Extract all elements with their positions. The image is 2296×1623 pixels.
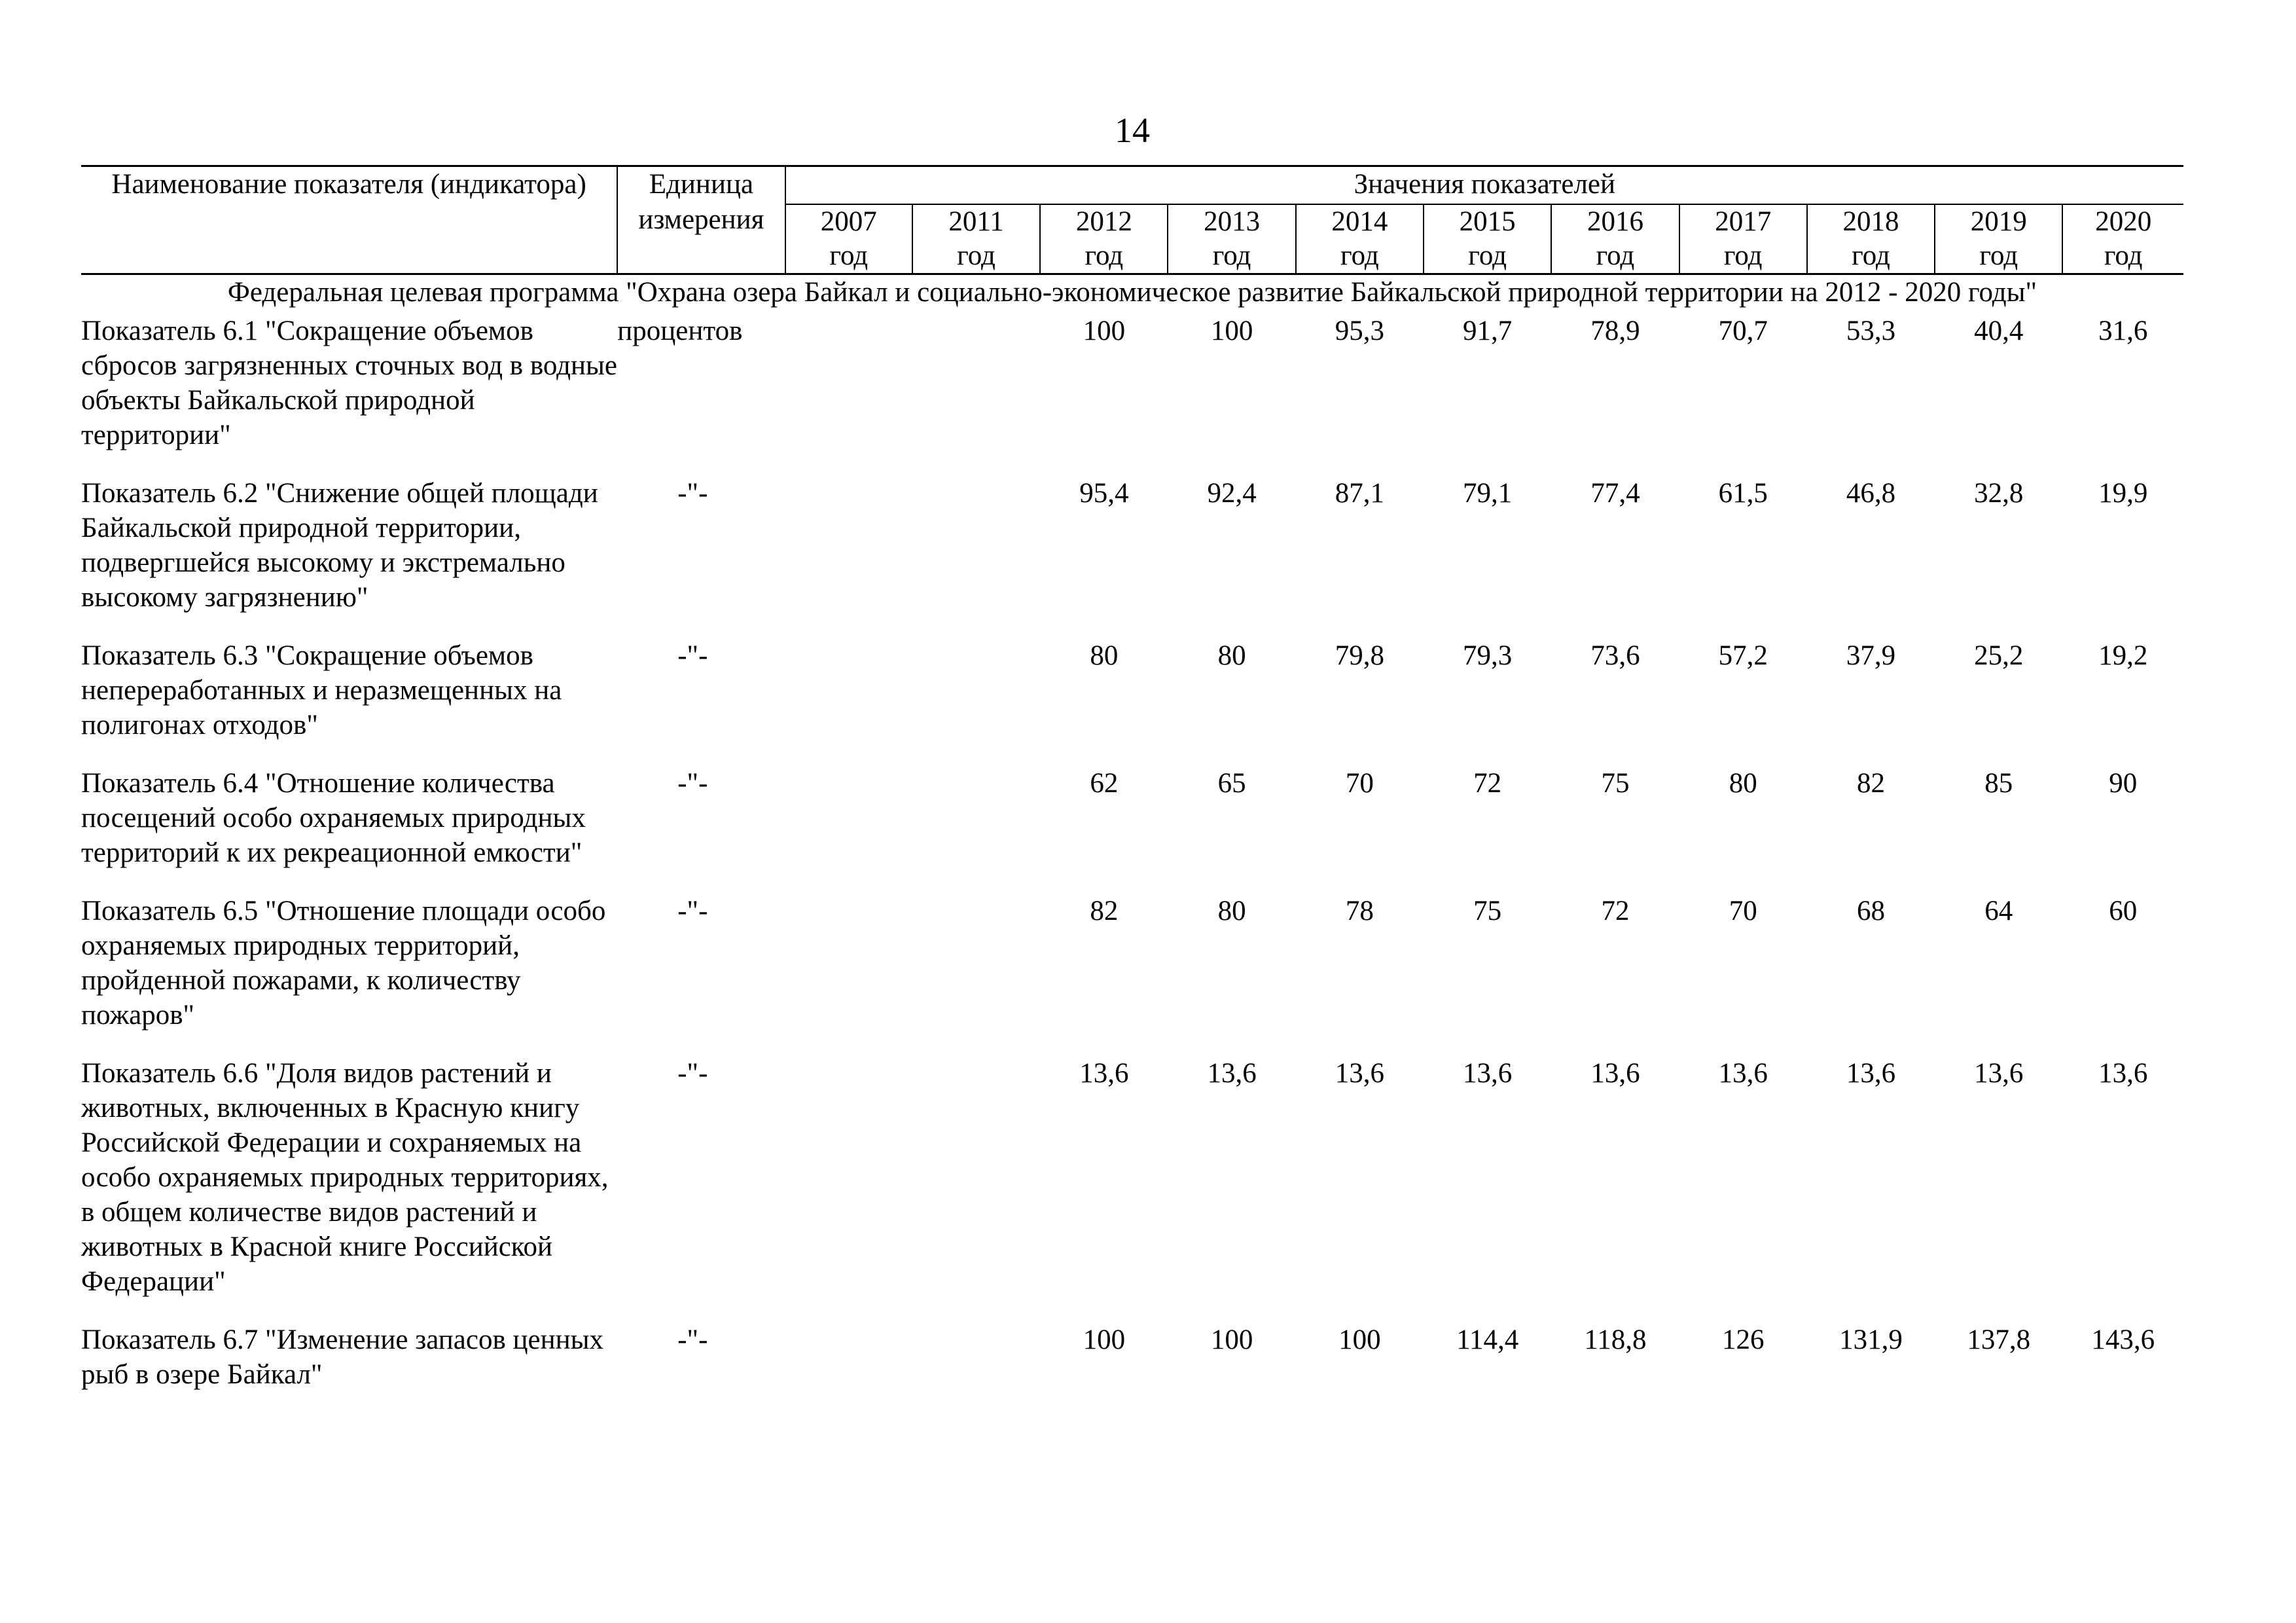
header-year-suffix: год <box>957 240 996 271</box>
indicator-value: 100 <box>1210 1324 1253 1355</box>
indicator-unit: -"- <box>677 640 708 671</box>
indicator-value: 13,6 <box>1079 1058 1129 1089</box>
header-year-suffix: год <box>1723 240 1763 271</box>
header-year-value: 2020 <box>2095 206 2152 237</box>
header-year <box>1424 204 1551 274</box>
indicator-value: 25,2 <box>1974 640 2024 671</box>
indicator-value: 92,4 <box>1207 478 1257 509</box>
indicator-value <box>785 634 912 762</box>
table-row <box>81 310 2183 472</box>
header-year <box>1935 204 2062 274</box>
header-indicator-name: Наименование показателя (индикатора) <box>81 166 617 274</box>
indicator-value: 80 <box>1217 640 1246 671</box>
indicator-value: 53,3 <box>1846 316 1896 346</box>
indicator-value: 13,6 <box>1846 1058 1896 1089</box>
header-year-value: 2019 <box>1970 206 2027 237</box>
indicator-value: 143,6 <box>2091 1324 2155 1355</box>
indicator-value: 95,3 <box>1335 316 1384 346</box>
indicator-value: 32,8 <box>1974 478 2024 509</box>
table-header <box>81 166 2183 274</box>
header-year-value: 2012 <box>1075 206 1132 237</box>
header-year-value: 2011 <box>948 206 1004 237</box>
indicator-value <box>912 1319 1040 1412</box>
indicator-value: 114,4 <box>1456 1324 1519 1355</box>
indicator-value: 131,9 <box>1839 1324 1903 1355</box>
table-row <box>81 1319 2183 1412</box>
indicator-name: Показатель 6.2 "Снижение общей площади Байкальской природной территории, подвергшейся высокому и экстремально высокому загрязнению" <box>81 478 598 613</box>
indicator-value: 73,6 <box>1590 640 1640 671</box>
indicator-value: 13,6 <box>1207 1058 1257 1089</box>
indicator-value: 72 <box>1473 768 1502 799</box>
indicator-value: 57,2 <box>1718 640 1768 671</box>
header-year-suffix: год <box>1979 240 2018 271</box>
indicator-value: 118,8 <box>1584 1324 1647 1355</box>
indicator-value: 31,6 <box>2098 316 2148 346</box>
indicator-value <box>785 890 912 1052</box>
indicator-value: 82 <box>1857 768 1885 799</box>
header-year-value: 2014 <box>1331 206 1388 237</box>
header-year <box>1551 204 1679 274</box>
program-title-row <box>81 274 2183 310</box>
indicator-value: 77,4 <box>1590 478 1640 509</box>
header-year-suffix: год <box>829 240 869 271</box>
header-year-suffix: год <box>1340 240 1379 271</box>
header-year-value: 2013 <box>1204 206 1261 237</box>
table-row <box>81 762 2183 890</box>
indicator-value: 100 <box>1210 316 1253 346</box>
header-year <box>1807 204 1935 274</box>
indicator-value: 79,1 <box>1463 478 1513 509</box>
table-body <box>81 310 2183 1412</box>
indicator-value: 80 <box>1090 640 1119 671</box>
indicator-value: 13,6 <box>1590 1058 1640 1089</box>
indicator-unit: -"- <box>677 1324 708 1355</box>
indicator-value: 82 <box>1090 896 1119 926</box>
header-year <box>1168 204 1295 274</box>
indicator-value: 72 <box>1601 896 1630 926</box>
header-year-value: 2018 <box>1842 206 1899 237</box>
indicator-value: 126 <box>1721 1324 1765 1355</box>
indicator-value: 78,9 <box>1590 316 1640 346</box>
indicator-value <box>912 762 1040 890</box>
page-number: 14 <box>1115 111 1150 150</box>
indicator-value <box>912 472 1040 634</box>
indicator-value: 64 <box>1984 896 2013 926</box>
header-year <box>912 204 1040 274</box>
indicator-value: 62 <box>1090 768 1119 799</box>
indicator-value: 79,8 <box>1335 640 1384 671</box>
indicators-table <box>81 165 2183 1412</box>
indicator-value: 61,5 <box>1718 478 1768 509</box>
indicator-name: Показатель 6.3 "Сокращение объемов непереработанных и неразмещенных на полигонах отходов" <box>81 640 562 740</box>
indicator-unit: -"- <box>677 478 708 509</box>
table-row <box>81 1052 2183 1319</box>
indicator-value: 87,1 <box>1335 478 1384 509</box>
header-year-suffix: год <box>1212 240 1251 271</box>
indicator-value: 91,7 <box>1463 316 1513 346</box>
indicator-unit: -"- <box>677 896 708 926</box>
indicator-value: 13,6 <box>1718 1058 1768 1089</box>
indicator-name: Показатель 6.4 "Отношение количества посещений особо охраняемых природных территорий к их рекреационной емкости" <box>81 768 586 868</box>
indicator-value: 13,6 <box>1335 1058 1384 1089</box>
header-year-suffix: год <box>1852 240 1890 271</box>
indicator-value: 95,4 <box>1079 478 1129 509</box>
indicator-value <box>912 310 1040 472</box>
header-year-value: 2015 <box>1459 206 1516 237</box>
indicator-value: 79,3 <box>1463 640 1513 671</box>
indicator-value: 85 <box>1984 768 2013 799</box>
indicator-name: Показатель 6.7 "Изменение запасов ценных рыб в озере Байкал" <box>81 1324 604 1390</box>
header-year-value: 2017 <box>1715 206 1772 237</box>
indicator-value: 13,6 <box>1463 1058 1513 1089</box>
indicator-unit: -"- <box>677 1058 708 1089</box>
indicator-value: 70 <box>1729 896 1757 926</box>
indicator-value: 75 <box>1473 896 1502 926</box>
indicator-value: 80 <box>1217 896 1246 926</box>
indicator-value: 75 <box>1601 768 1630 799</box>
indicator-value: 13,6 <box>1974 1058 2024 1089</box>
indicator-value: 19,9 <box>2098 478 2148 509</box>
table-row <box>81 472 2183 634</box>
indicator-value: 68 <box>1857 896 1885 926</box>
program-title: Федеральная целевая программа "Охрана озера Байкал и социально-экономическое развитие Байкальской природной территории на 2012 - 2020 годы" <box>227 277 2037 308</box>
indicator-value <box>912 1052 1040 1319</box>
indicator-value: 100 <box>1338 1324 1381 1355</box>
header-year-value: 2016 <box>1587 206 1643 237</box>
indicator-value <box>785 310 912 472</box>
indicator-value: 19,2 <box>2098 640 2148 671</box>
indicator-unit: -"- <box>677 768 708 799</box>
indicator-value: 60 <box>2109 896 2138 926</box>
indicator-value: 46,8 <box>1846 478 1896 509</box>
indicator-value: 78 <box>1345 896 1374 926</box>
indicator-value: 70 <box>1345 768 1374 799</box>
indicator-value: 40,4 <box>1974 316 2024 346</box>
header-year-suffix: год <box>1085 240 1124 271</box>
header-year <box>785 204 912 274</box>
header-year-suffix: год <box>1596 240 1635 271</box>
indicator-value: 13,6 <box>2098 1058 2148 1089</box>
indicator-value: 90 <box>2109 768 2138 799</box>
indicator-value: 100 <box>1083 316 1126 346</box>
indicator-name: Показатель 6.6 "Доля видов растений и животных, включенных в Красную книгу Российской Федерации и сохраняемых на особо охраняемых природных территориях, в общем количестве видов растений и животных в Красной книге Российской Федерации" <box>81 1058 609 1297</box>
table-row <box>81 890 2183 1052</box>
indicator-name: Показатель 6.1 "Сокращение объемов сбросов загрязненных сточных вод в водные объекты Байкальской природной территории" <box>81 316 617 450</box>
indicator-value <box>785 1052 912 1319</box>
indicator-value: 65 <box>1217 768 1246 799</box>
indicator-value <box>912 634 1040 762</box>
table-row <box>81 634 2183 762</box>
indicator-value: 70,7 <box>1718 316 1768 346</box>
header-year-suffix: год <box>2104 240 2143 271</box>
indicator-value: 80 <box>1729 768 1757 799</box>
indicator-value <box>912 890 1040 1052</box>
header-year <box>2062 204 2183 274</box>
indicator-value <box>785 762 912 890</box>
header-year <box>1040 204 1168 274</box>
indicator-unit: процентов <box>617 316 743 346</box>
indicator-value <box>785 472 912 634</box>
indicator-value <box>785 1319 912 1412</box>
header-year-suffix: год <box>1468 240 1507 271</box>
header-values-group: Значения показателей <box>785 166 2183 205</box>
header-unit: Единица измерения <box>617 166 785 274</box>
indicator-value: 37,9 <box>1846 640 1896 671</box>
header-year-value: 2007 <box>820 206 877 237</box>
indicator-value: 137,8 <box>1967 1324 2031 1355</box>
indicator-name: Показатель 6.5 "Отношение площади особо охраняемых природных территорий, пройденной пожарами, к количеству пожаров" <box>81 896 606 1030</box>
indicator-value: 100 <box>1083 1324 1126 1355</box>
header-year <box>1679 204 1807 274</box>
header-year <box>1296 204 1424 274</box>
